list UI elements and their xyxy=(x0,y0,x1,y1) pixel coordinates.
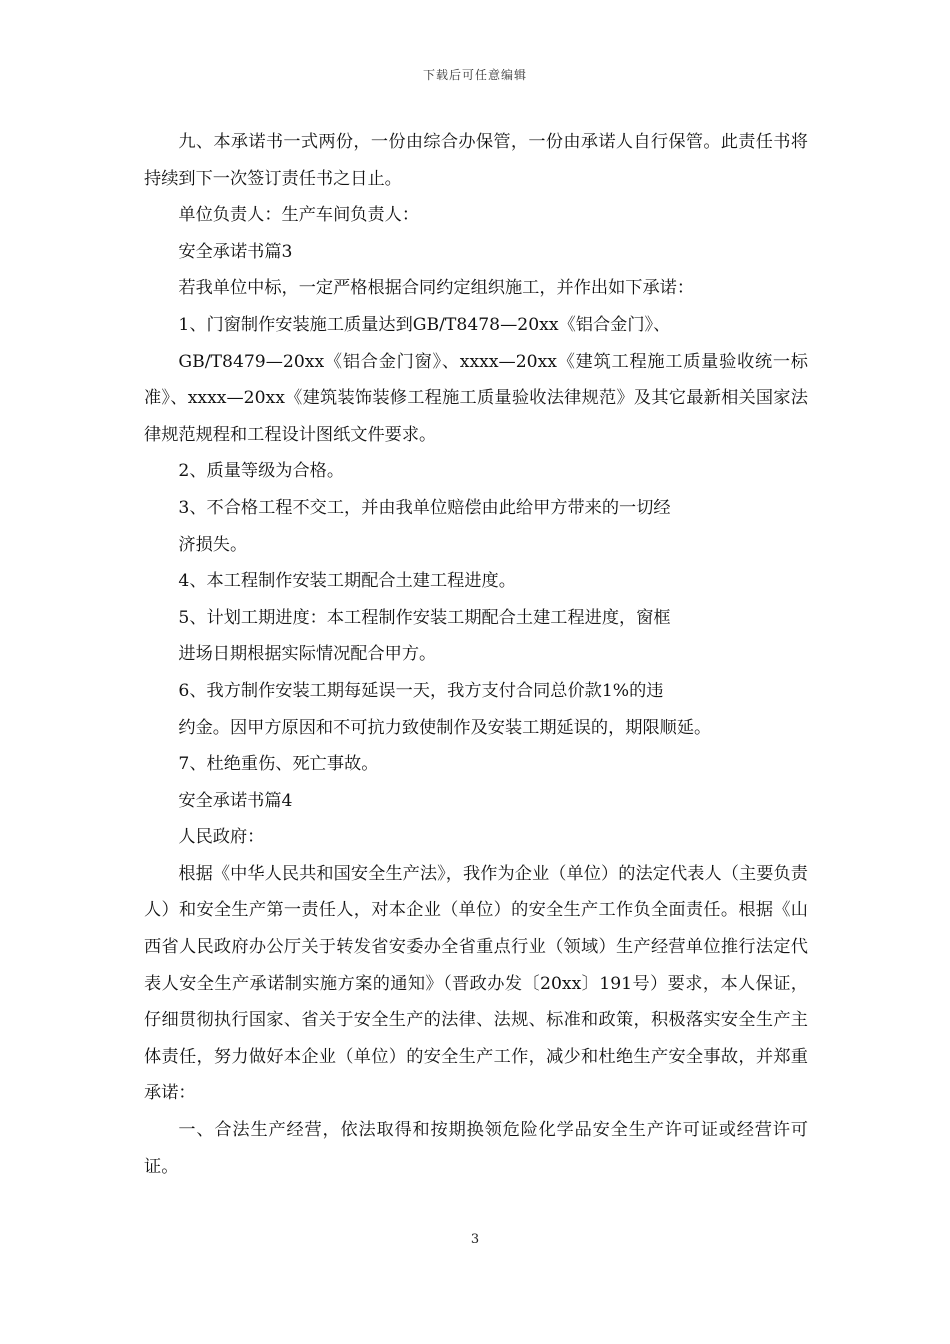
paragraph: 人民政府： xyxy=(178,827,265,848)
paragraph: 济损失。 xyxy=(178,534,248,555)
paragraph: 约金。因甲方原因和不可抗力致使制作及安装工期延误的，期限顺延。 xyxy=(178,717,712,738)
page-number: 3 xyxy=(470,1232,480,1247)
paragraph: 一、合法生产经营，依法取得和按期换领危险化学品安全生产许可证或经营许可证。 xyxy=(144,1120,808,1177)
paragraph: 3、不合格工程不交工，并由我单位赔偿由此给甲方带来的一切经 xyxy=(178,497,671,518)
paragraph: 4、本工程制作安装工期配合土建工程进度。 xyxy=(178,571,516,592)
paragraph: 安全承诺书篇4 xyxy=(178,790,293,811)
paragraph: 进场日期根据实际情况配合甲方。 xyxy=(178,644,437,665)
paragraph: 九、本承诺书一式两份，一份由综合办保管，一份由承诺人自行保管。此责任书将持续到下一次签订责任书之日止。 xyxy=(144,132,808,189)
paragraph: 根据《中华人民共和国安全生产法》，我作为企业（单位）的法定代表人（主要负责人）和安全生产第一责任人，对本企业（单位）的安全生产工作负全面责任。根据《山西省人民政府办公厅关于转发省安委办全省重点行业（领域）生产经营单位推行法定代表人安全生产承诺制实施方案的通知》（晋政办发〔20xx〕191号）要求，本人保证，仔细贯彻执行国家、省关于安全生产的法律、法规、标准和政策，积极落实安全生产主体责任，努力做好本企业（单位）的安全生产工作，减少和杜绝生产安全事故，并郑重承诺： xyxy=(144,863,808,1104)
page-header: 下载后可任意编辑 xyxy=(422,68,527,82)
paragraph: 单位负责人：生产车间负责人： xyxy=(178,205,420,226)
paragraph: 2、质量等级为合格。 xyxy=(178,461,345,482)
paragraph: 5、计划工期进度：本工程制作安装工期配合土建工程进度，窗框 xyxy=(178,607,671,628)
document-body xyxy=(144,124,808,1185)
paragraph: 若我单位中标，一定严格根据合同约定组织施工，并作出如下承诺： xyxy=(178,278,695,299)
paragraph: 1、门窗制作安装施工质量达到GB/T8478—20xx《铝合金门》、 xyxy=(178,314,671,335)
paragraph: 6、我方制作安装工期每延误一天，我方支付合同总价款1%的违 xyxy=(178,680,664,701)
paragraph: 7、杜绝重伤、死亡事故。 xyxy=(178,754,379,775)
paragraph: GB/T8479—20xx《铝合金门窗》、xxxx—20xx《建筑工程施工质量验收统一标准》、xxxx—20xx《建筑装饰装修工程施工质量验收法律规范》及其它最新相关国家法律规范规程和工程设计图纸文件要求。 xyxy=(144,351,808,445)
paragraph: 安全承诺书篇3 xyxy=(178,241,293,262)
